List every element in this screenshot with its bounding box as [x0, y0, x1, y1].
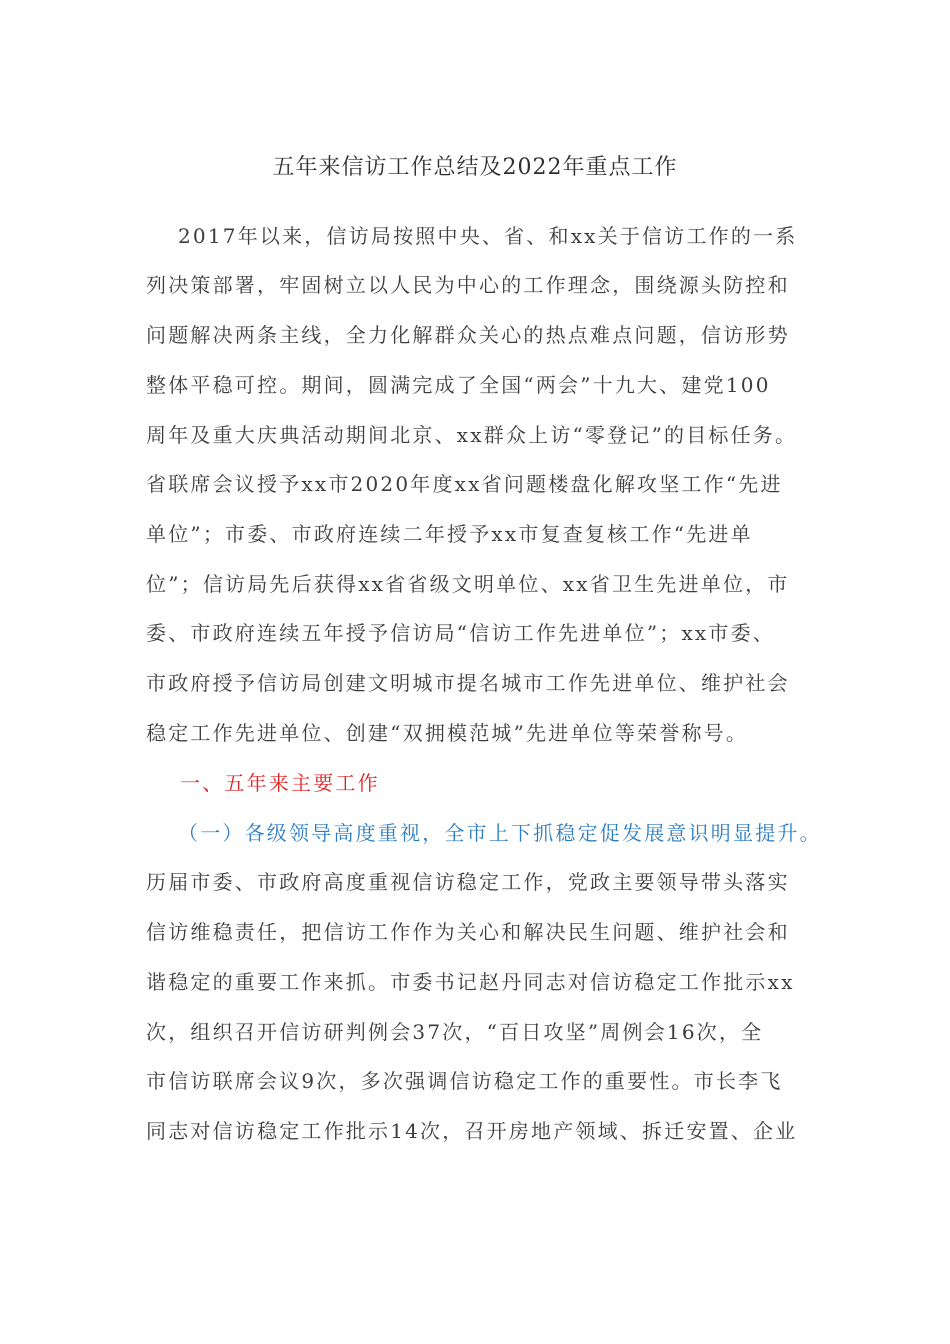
intro-line: 列决策部署，牢固树立以人民为中心的工作理念，围绕源头防控和 — [146, 273, 790, 297]
intro-line: 委、市政府连续五年授予信访局“信访工作先进单位”；xx市委、 — [146, 621, 776, 645]
body-line: 次，组织召开信访研判例会37次，“百日攻坚”周例会16次，全 — [146, 1020, 764, 1044]
intro-line: 问题解决两条主线，全力化解群众关心的热点难点问题，信访形势 — [146, 323, 790, 347]
intro-line: 位”；信访局先后获得xx省省级文明单位、xx省卫生先进单位，市 — [146, 572, 790, 596]
intro-line: 省联席会议授予xx市2020年度xx省问题楼盘化解攻坚工作“先进 — [146, 472, 783, 496]
body-line: 信访维稳责任，把信访工作作为关心和解决民生问题、维护社会和 — [146, 920, 790, 944]
section-heading: 一、五年来主要工作 — [180, 771, 380, 795]
intro-line: 单位”；市委、市政府连续二年授予xx市复查复核工作“先进单 — [146, 522, 753, 546]
intro-line: 周年及重大庆典活动期间北京、xx群众上访“零登记”的目标任务。 — [146, 423, 798, 447]
document-title: 五年来信访工作总结及2022年重点工作 — [272, 155, 678, 180]
intro-line: 整体平稳可控。期间，圆满完成了全国“两会”十九大、建党100 — [146, 373, 771, 397]
body-line: 同志对信访稳定工作批示14次，召开房地产领域、拆迁安置、企业 — [146, 1119, 798, 1143]
subsection-heading: （一）各级领导高度重视，全市上下抓稳定促发展意识明显提升。 — [178, 821, 822, 845]
body-line: 市信访联席会议9次，多次强调信访稳定工作的重要性。市长李飞 — [146, 1069, 783, 1093]
body-line: 谐稳定的重要工作来抓。市委书记赵丹同志对信访稳定工作批示xx — [146, 970, 795, 994]
intro-line: 2017年以来，信访局按照中央、省、和xx关于信访工作的一系 — [178, 224, 798, 248]
intro-line: 稳定工作先进单位、创建“双拥模范城”先进单位等荣誉称号。 — [146, 721, 749, 745]
body-line: 历届市委、市政府高度重视信访稳定工作，党政主要领导带头落实 — [146, 870, 790, 894]
intro-line: 市政府授予信访局创建文明城市提名城市工作先进单位、维护社会 — [146, 671, 790, 695]
